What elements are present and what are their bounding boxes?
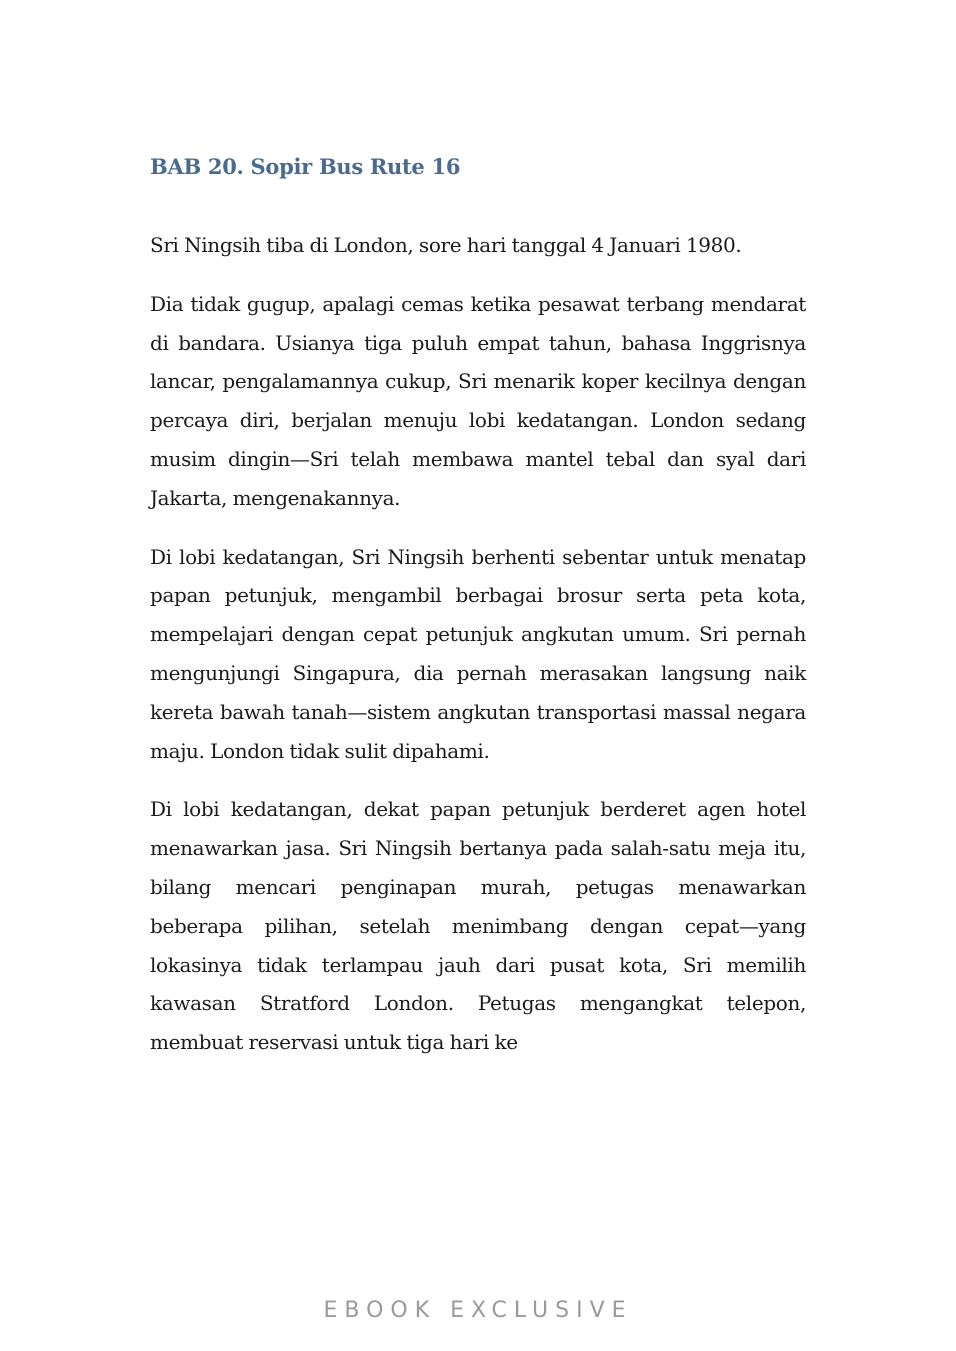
page-content: [150, 148, 806, 1082]
paragraph-4: Di lobi kedatangan, dekat papan petunjuk berderet agen hotel menawarkan jasa. Sri Ningsih bertanya pada salah-satu meja itu, bilang mencari penginapan murah, petugas menawarkan beberapa pilihan, setelah menimbang dengan cepat—yang lokasinya tidak terlampau jauh dari pusat kota, Sri memilih kawasan Stratford London. Petugas mengangkat telepon, membuat reservasi untuk tiga hari ke: [150, 797, 806, 1055]
paragraph-3: Di lobi kedatangan, Sri Ningsih berhenti sebentar untuk menatap papan petunjuk, mengambil berbagai brosur serta peta kota, mempelajari dengan cepat petunjuk angkutan umum. Sri pernah mengunjungi Singapura, dia pernah merasakan langsung naik kereta bawah tanah—sistem angkutan transportasi massal negara maju. London tidak sulit dipahami.: [150, 544, 806, 763]
chapter-title: BAB 20. Sopir Bus Rute 16: [150, 154, 461, 179]
paragraph-2: Dia tidak gugup, apalagi cemas ketika pesawat terbang mendarat di bandara. Usianya tiga puluh empat tahun, bahasa Inggrisnya lancar, pengalamannya cukup, Sri menarik koper kecilnya dengan percaya diri, berjalan menuju lobi kedatangan. London sedang musim dingin—Sri telah membawa mantel tebal dan syal dari Jakarta, mengenakannya.: [150, 291, 806, 510]
footer-watermark: EBOOK EXCLUSIVE: [323, 1298, 633, 1323]
paragraph-1: Sri Ningsih tiba di London, sore hari tanggal 4 Januari 1980.: [150, 233, 742, 257]
